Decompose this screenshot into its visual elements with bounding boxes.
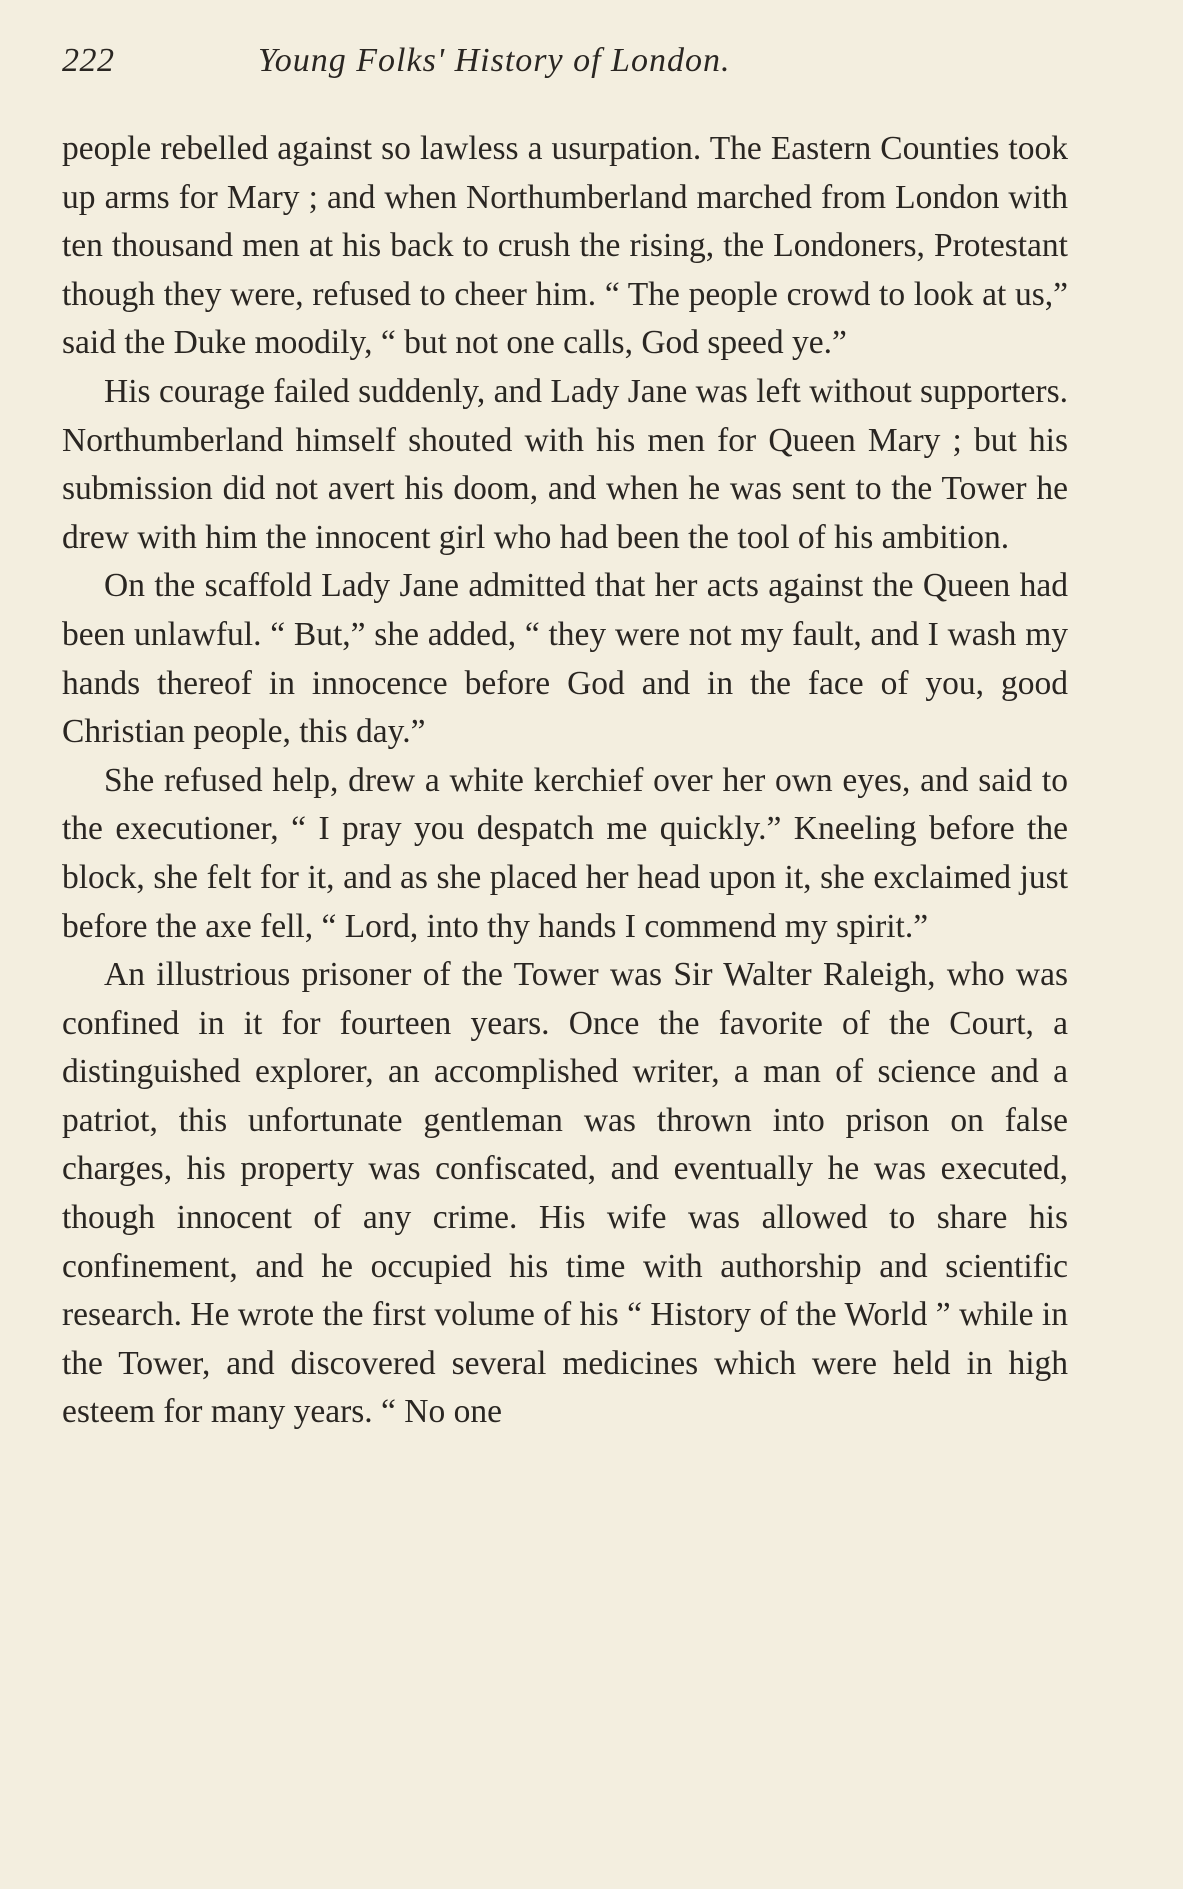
page-number: 222	[62, 42, 115, 79]
running-head	[62, 38, 1068, 88]
paragraph-3: On the scaffold Lady Jane admitted that her acts against the Queen had been unlawful. “ But,” she added, “ they were not my fault, and I wash my hands thereof in innocence before God and in the face of you, good Christian people, this day.”	[62, 567, 1068, 751]
body-text	[62, 125, 1068, 1437]
paragraph-1: people rebelled against so lawless a usurpation. The Eastern Counties took up arms for Mary ; and when Northumberland marched from London with ten thousand men at his back to crush the rising, the Londoners, Protestant though they were, refused to cheer him. “ The people crowd to look at us,” said the Duke moodily, “ but not one calls, God speed ye.”	[62, 130, 1068, 362]
paragraph-4: She refused help, drew a white kerchief over her own eyes, and said to the executioner, “ I pray you despatch me quickly.” Kneeling before the block, she felt for it, and as she placed her head upon it, she exclaimed just before the axe fell, “ Lord, into thy hands I commend my spirit.”	[62, 761, 1068, 945]
paragraph-2: His courage failed suddenly, and Lady Jane was left without supporters. Northumberland himself shouted with his men for Queen Mary ; but his submission did not avert his doom, and when he was sent to the Tower he drew with him the innocent girl who had been the tool of his ambition.	[62, 372, 1068, 556]
paragraph-5: An illustrious prisoner of the Tower was Sir Walter Raleigh, who was confined in it for fourteen years. Once the favorite of the Court, a distinguished explorer, an accomplished writer, a man of science and a patriot, this unfortunate gentleman was thrown into prison on false charges, his property was confiscated, and eventually he was executed, though innocent of any crime. His wife was allowed to share his confinement, and he occupied his time with authorship and scientific research. He wrote the first volume of his “ History of the World ” while in the Tower, and discovered several medicines which were held in high esteem for many years. “ No one	[62, 956, 1068, 1431]
running-title: Young Folks' History of London.	[258, 42, 731, 79]
